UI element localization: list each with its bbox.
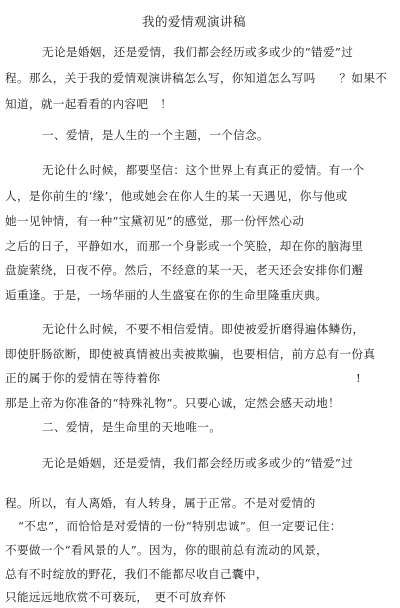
- paragraph-line: 逅重逢。于是，一场华丽的人生盛宴在你的生命里隆重庆典。: [5, 288, 328, 302]
- paragraph-line: “不忠”，而恰恰是对爱情的一份“特别忠诚”。但一定要记住：: [18, 519, 342, 533]
- document-title: 我的爱情观演讲稿: [142, 14, 247, 29]
- paragraph-line: 知道，就一起看看的内容吧 ！: [5, 97, 173, 111]
- section-heading: 二、爱情，是生命里的天地唯一。: [42, 420, 222, 434]
- paragraph-line: 无论什么时候，都要坚信：这个世界上有真正的爱情。有一个: [42, 163, 365, 177]
- paragraph-line: 无论什么时候，不要不相信爱情。即使被爱折磨得遍体鳞伤，: [42, 322, 365, 336]
- paragraph-line: 正的属于你的爱情在等待着你: [5, 371, 161, 385]
- paragraph-line: 盘旋萦绕，日夜不停。然后，不经意的某一天，老天还会安排你们邂: [5, 263, 364, 277]
- paragraph-line: 无论是婚姻，还是爱情，我们都会经历或多或少的“错爱”过: [42, 45, 354, 59]
- paragraph-line: 程。那么，关于我的爱情观演讲稿怎么写，你知道怎么写吗 ？如果不: [5, 71, 388, 85]
- paragraph-line: 即使肝肠欲断，即使被真情被出卖被欺骗，也要相信，前方总有一份真: [5, 347, 376, 361]
- paragraph-line: 那是上帝为你准备的“特殊礼物”。只要心诚，定然会感天动地！: [5, 396, 341, 410]
- paragraph-line: 她一见钟情，有一种“宝黛初见”的感觉，那一份怦然心动: [5, 214, 305, 228]
- paragraph-line: 无论是婚姻，还是爱情，我们都会经历或多或少的“错爱”过: [42, 456, 354, 470]
- paragraph-line: 人，是你前生的‘缘’，他或她会在你人生的某一天遇见，你与他或: [5, 189, 348, 203]
- section-heading: 一、爱情，是人生的一个主题，一个信念。: [42, 128, 269, 142]
- paragraph-line: 程。所以，有人离婚，有人转身，属于正常。不是对爱情的: [5, 496, 316, 510]
- paragraph-line: 不要做一个“看风景的人”。因为，你的眼前总有流动的风景，: [5, 543, 329, 557]
- paragraph-line: !: [356, 371, 362, 385]
- paragraph-line: 之后的日子，平静如水，而那一个身影或一个笑脸，却在你的脑海里: [5, 239, 364, 253]
- paragraph-line: 总有不时绽放的野花，我们不能都尽收自己囊中，: [5, 567, 268, 581]
- paragraph-line: 只能远远地欣赏不可亵玩， 更不可放弃怀: [5, 590, 227, 604]
